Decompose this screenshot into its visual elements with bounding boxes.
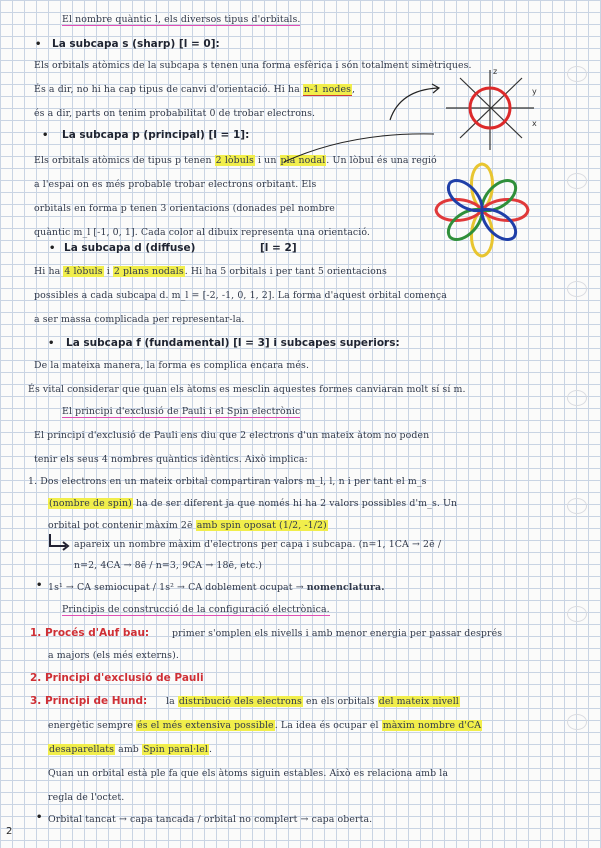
curved-arrow-icon [380,80,450,130]
punch-hole [567,281,587,297]
page-number: 2 [6,826,13,837]
text-line: El principi d'exclusió de Pauli ens diu que 2 electrons d'un mateix àtom no poden [34,430,430,441]
heading-aufbau: 1. Procés d'Auf bau: [30,627,150,639]
text-line: possibles a cada subcapa d. m_l = [-2, -1, 0, 1, 2]. La forma d'aquest orbital comença [34,290,447,301]
axis-label-y: y [532,87,537,96]
p-orbitals-diagram [428,158,536,262]
s-orbital-diagram [440,64,540,156]
heading-pauli: 2. Principi d'exclusió de Pauli [30,672,204,684]
text-line: De la mateixa manera, la forma es complica encara més. [34,360,310,371]
text-line: a l'espai on es més probable trobar electrons orbitant. Els [34,179,317,190]
punch-hole [567,606,587,622]
text-line: 1s¹ → CA semiocupat / 1s² → CA doblement ocupat → nomenclatura. [48,582,385,593]
text-line: orbital pot contenir màxim 2ē amb spin oposat (1/2, -1/2) [48,520,327,531]
text-line: És a dir, no hi ha cap tipus de canvi d'orientació. Hi ha n-1 nodes, [34,84,356,95]
punch-hole [567,173,587,189]
heading-subcapa-f: La subcapa f (fundamental) [l = 3] i subcapes superiors: [66,337,400,349]
heading-subcapa-d: La subcapa d (diffuse) [64,242,196,254]
punch-hole [567,66,587,82]
text-line: orbitals en forma p tenen 3 orientacions (donades pel nombre [34,203,335,214]
heading-subcapa-s: La subcapa s (sharp) [l = 0]: [52,38,220,50]
heading-subcapa-d-value: [l = 2] [260,242,297,254]
text-line: tenir els seus 4 nombres quàntics idèntics. Això implica: [34,454,308,465]
section-title-pauli: El principi d'exclusió de Pauli i el Spin electrònic [62,406,301,417]
punch-hole [567,390,587,406]
bullet: • [35,39,42,50]
text-line: Hi ha 4 lòbuls i 2 plans nodals. Hi ha 5 orbitals i per tant 5 orientacions [34,266,387,277]
text-line: energètic sempre és el més extensiva possible. La idea és ocupar el màxim nombre d'CA [48,720,482,731]
arrow-icon [46,533,72,551]
text-line: és a dir, parts on tenim probabilitat 0 de trobar electrons. [34,108,316,119]
heading-subcapa-p: La subcapa p (principal) [l = 1]: [62,129,250,141]
axis-label-x: x [532,119,537,128]
punch-hole [567,498,587,514]
bullet: • [48,338,55,349]
text-line: quàntic m_l [-1, 0, 1]. Cada color al dibuix representa una orientació. [34,227,370,238]
text-line: Orbital tancat → capa tancada / orbital no complert → capa oberta. [48,814,373,825]
text-line: primer s'omplen els nivells i amb menor energia per passar després [172,628,503,639]
text-line: Els orbitals atòmics de la subcapa s tenen una forma esfèrica i són totalment simètriques. [34,60,472,71]
text-line: Quan un orbital està ple fa que els àtoms siguin estables. Això es relaciona amb la [48,768,449,779]
bullet: • [36,580,43,591]
text-line: És vital considerar que quan els àtoms es mesclin aquestes formes canviaran molt sí sí m. [28,384,466,395]
text-line: Els orbitals atòmics de tipus p tenen 2 lòbuls i un pla nodal. Un lòbul és una regió [34,155,437,166]
bullet: • [36,812,43,823]
bullet: • [42,130,49,141]
text-line: 1. Dos electrons en un mateix orbital compartiran valors m_l, l, n i per tant el m_s [28,476,427,487]
text-line: apareix un nombre màxim d'electrons per capa i subcapa. (n=1, 1CA → 2ē / [74,539,442,550]
text-line: desaparellats amb Spin paral·lel. [49,744,213,755]
heading-hund: 3. Principi de Hund: [30,695,148,707]
section-title: El nombre quàntic l, els diversos tipus d'orbitals. [62,14,301,25]
section-title-construccio: Principis de construcció de la configuració electrònica. [62,604,330,615]
text-line: (nombre de spin) ha de ser diferent ja que només hi ha 2 valors possibles d'm_s. Un [49,498,458,509]
axis-label-z: z [493,67,498,76]
line-arrow-icon [280,128,440,168]
text-line: a ser massa complicada per representar-la. [34,314,245,325]
bullet: • [49,243,56,254]
text-line: la distribució dels electrons en els orbitals del mateix nivell [166,696,459,707]
text-line: n=2, 4CA → 8ē / n=3, 9CA → 18ē, etc.) [74,560,263,571]
punch-hole [567,714,587,730]
text-line: regla de l'octet. [48,792,125,803]
text-line: a majors (els més externs). [48,650,179,661]
